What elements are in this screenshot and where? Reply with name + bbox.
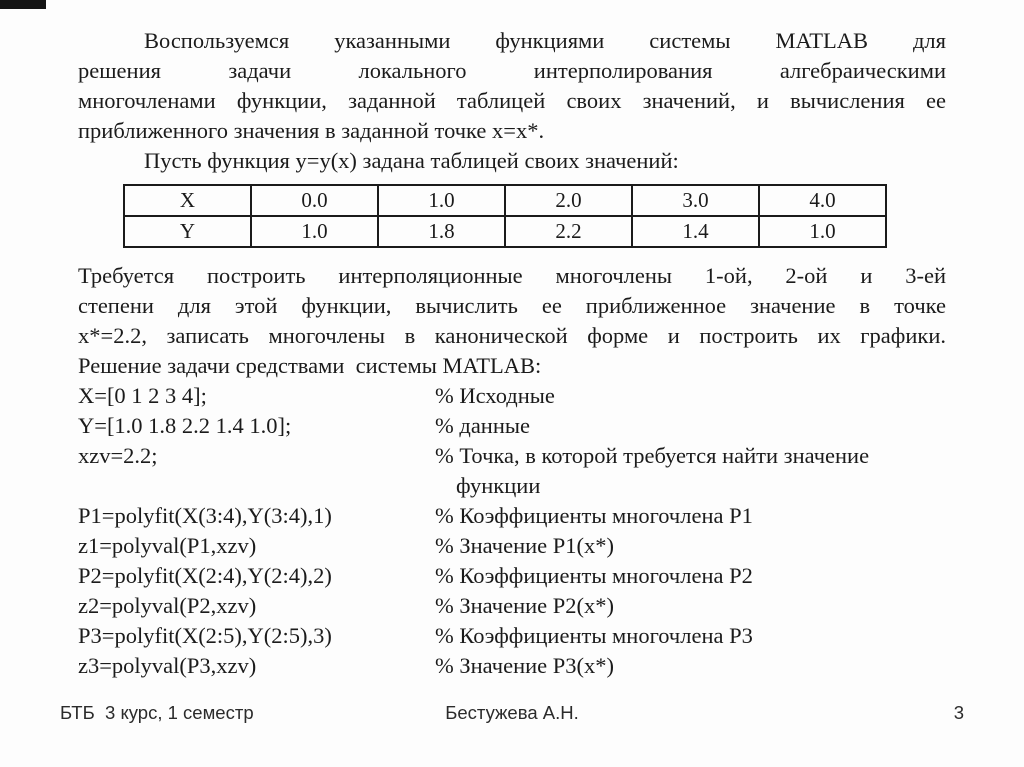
footer-course-label: БТБ 3 курс, 1 семестр xyxy=(60,702,254,723)
table-row xyxy=(124,185,886,216)
table-cell: 3.0 xyxy=(632,185,759,216)
table-row-label: Y xyxy=(124,216,251,247)
body-text-line: приближенного значения в заданной точке x=x*. xyxy=(78,118,545,143)
body-text-line: Требуется построить интерполяционные многочлены 1-ой, 2-ой и 3-ей xyxy=(78,263,946,288)
body-text-line: многочленами функции, заданной таблицей своих значений, и вычисления ее xyxy=(78,88,946,113)
matlab-code: Y=[1.0 1.8 2.2 1.4 1.0]; xyxy=(78,413,292,438)
table-intro-line: Пусть функция y=y(x) задана таблицей своих значений: xyxy=(144,148,679,173)
matlab-code xyxy=(78,471,435,501)
code-line xyxy=(78,561,946,591)
data-table xyxy=(123,184,887,248)
matlab-code: z2=polyval(P2,xzv) xyxy=(78,593,257,618)
table-cell: 1.8 xyxy=(378,216,505,247)
table-cell: 1.4 xyxy=(632,216,759,247)
matlab-comment: % Коэффициенты многочлена P3 xyxy=(435,623,753,648)
matlab-code: P2=polyfit(X(2:4),Y(2:4),2) xyxy=(78,563,332,588)
body-text-line: x*=2.2, записать многочлены в канонической форме и построить их графики. xyxy=(78,323,946,348)
code-line xyxy=(78,471,946,501)
table-cell: 2.2 xyxy=(505,216,632,247)
matlab-comment: % Коэффициенты многочлена P1 xyxy=(435,503,753,528)
code-line xyxy=(78,621,946,651)
table-cell: 1.0 xyxy=(378,185,505,216)
code-line xyxy=(78,441,946,471)
table-cell: 2.0 xyxy=(505,185,632,216)
code-line xyxy=(78,651,946,681)
matlab-comment: % Исходные xyxy=(435,383,555,408)
code-line xyxy=(78,531,946,561)
matlab-code: xzv=2.2; xyxy=(78,443,158,468)
slide-page-number: 3 xyxy=(953,702,964,723)
table-row-label: X xyxy=(124,185,251,216)
scan-artifact xyxy=(0,0,46,9)
slide-body xyxy=(78,26,946,681)
matlab-comment: % Значение P3(x*) xyxy=(435,653,615,678)
table-cell: 4.0 xyxy=(759,185,886,216)
slide-footer xyxy=(60,702,964,724)
code-line xyxy=(78,381,946,411)
code-line xyxy=(78,501,946,531)
matlab-comment: % Значение P1(x*) xyxy=(435,533,615,558)
footer-author: Бестужева А.Н. xyxy=(445,702,579,723)
code-line xyxy=(78,591,946,621)
matlab-code: z3=polyval(P3,xzv) xyxy=(78,653,257,678)
body-text-line: Решение задачи средствами системы MATLAB: xyxy=(78,353,542,378)
matlab-code: z1=polyval(P1,xzv) xyxy=(78,533,257,558)
matlab-comment: % данные xyxy=(435,413,530,438)
body-text-line: решения задачи локального интерполирования алгебраическими xyxy=(78,58,946,83)
table-cell: 1.0 xyxy=(759,216,886,247)
table-cell: 0.0 xyxy=(251,185,378,216)
table-row xyxy=(124,216,886,247)
matlab-comment: % Коэффициенты многочлена P2 xyxy=(435,563,753,588)
matlab-comment: % Значение P2(x*) xyxy=(435,593,615,618)
body-text-line: Воспользуемся указанными функциями системы MATLAB для xyxy=(144,28,946,53)
matlab-comment-continuation: функции xyxy=(456,473,541,498)
body-text-line: степени для этой функции, вычислить ее приближенное значение в точке xyxy=(78,293,946,318)
code-line xyxy=(78,411,946,441)
matlab-comment: % Точка, в которой требуется найти значение xyxy=(435,443,870,468)
matlab-code: P1=polyfit(X(3:4),Y(3:4),1) xyxy=(78,503,332,528)
matlab-code: P3=polyfit(X(2:5),Y(2:5),3) xyxy=(78,623,332,648)
matlab-code: X=[0 1 2 3 4]; xyxy=(78,383,207,408)
table-cell: 1.0 xyxy=(251,216,378,247)
